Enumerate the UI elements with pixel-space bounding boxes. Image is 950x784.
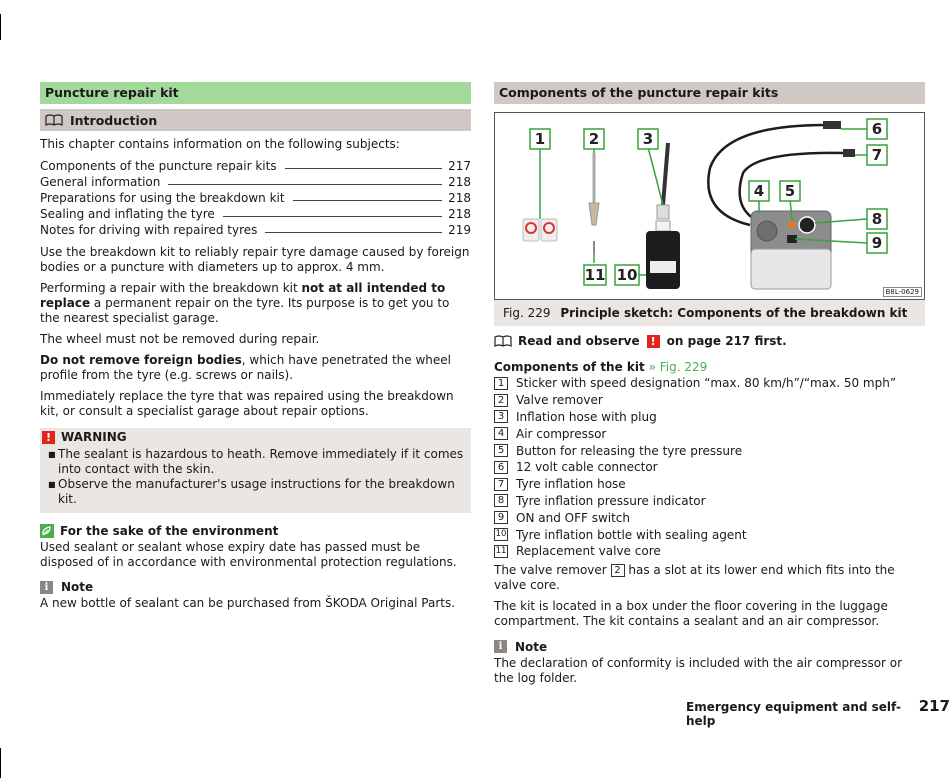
component-text: ON and OFF switch	[516, 510, 630, 525]
figure-label: 7	[871, 146, 883, 164]
note-heading	[494, 640, 925, 654]
intro-line: This chapter contains information on the following subjects:	[40, 137, 400, 151]
figure-label: 11	[584, 266, 606, 284]
component-text: Tyre inflation hose	[516, 477, 626, 492]
read-page-ref: on page 217 first.	[666, 334, 787, 348]
text-fragment: , which have penetrated the wheel profile from the tyre (e.g. screws or nails).	[40, 353, 451, 382]
toc-title: Notes for driving with repaired tyres	[40, 223, 258, 237]
warning-title: WARNING	[61, 430, 127, 444]
warning-icon: !	[42, 431, 55, 444]
bottle-label-shape	[650, 261, 676, 273]
hose-end-shape	[843, 149, 855, 157]
left-column	[40, 82, 471, 611]
page-number: 217	[918, 697, 950, 715]
toc-title: General information	[40, 175, 161, 189]
release-button-shape	[788, 221, 796, 229]
list-item	[494, 543, 925, 560]
toc-row[interactable]	[40, 189, 471, 205]
footer-chapter-title: Emergency equipment and self-help	[686, 700, 902, 728]
figure-code: B8L-0629	[883, 287, 922, 297]
warning-heading	[40, 428, 471, 444]
toc-leader	[265, 232, 442, 233]
toc-row[interactable]	[40, 205, 471, 221]
emphasis-text: not at all intended to replace	[40, 281, 446, 310]
cable-connector-shape	[823, 121, 841, 129]
list-item	[494, 409, 925, 426]
list-item	[494, 425, 925, 442]
section-title-components: Components of the puncture repair kits	[494, 82, 925, 104]
right-column	[494, 82, 925, 686]
intro-heading: Introduction	[70, 112, 158, 128]
toc-page: 218	[448, 175, 471, 189]
component-number: 6	[494, 461, 508, 474]
toc-leader	[223, 216, 442, 217]
intro-heading-bar	[40, 109, 471, 131]
paragraph-foreign-bodies	[40, 353, 471, 383]
crop-mark-top	[0, 14, 1, 40]
paragraph-valve-remover	[494, 563, 925, 593]
figure-label: 2	[588, 130, 600, 148]
power-cable-shape	[708, 125, 825, 225]
text-fragment: a permanent repair on the tyre. Its purpose is to get you to the nearest specialist garage.	[40, 296, 450, 325]
toc-page: 218	[448, 191, 471, 205]
list-item	[494, 392, 925, 409]
list-item	[494, 526, 925, 543]
paragraph-repair-purpose	[40, 281, 471, 326]
component-number: 11	[495, 545, 507, 556]
compressor-label-shape	[751, 249, 831, 289]
environment-heading	[40, 524, 471, 538]
figure-label: 10	[616, 266, 638, 284]
environment-text: Used sealant or sealant whose expiry date has passed must be disposed of in accordance with environmental protection regulations.	[40, 540, 457, 569]
section-title-puncture-kit: Puncture repair kit	[40, 82, 471, 104]
toc-title: Preparations for using the breakdown kit	[40, 191, 285, 205]
emphasis-text: Do not remove foreign bodies	[40, 353, 242, 367]
page-footer	[686, 697, 950, 728]
components-heading	[494, 360, 925, 374]
toc-row[interactable]	[40, 221, 471, 237]
valve-remover-tip	[589, 203, 599, 225]
component-text: Sticker with speed designation “max. 80 km/h”/“max. 50 mph”	[516, 376, 897, 391]
toc-title: Sealing and inflating the tyre	[40, 207, 215, 221]
paragraph-wheel-not-removed: The wheel must not be removed during repair.	[40, 332, 320, 346]
sealant-bottle-shape	[646, 231, 680, 289]
figure-label: 5	[784, 182, 796, 200]
component-text: Valve remover	[516, 393, 603, 408]
note-text: The declaration of conformity is included with the air compressor or the log folder.	[494, 655, 903, 685]
toc-leader	[168, 184, 442, 185]
bottle-cap-shape	[656, 221, 670, 231]
list-item	[494, 493, 925, 510]
table-of-contents	[40, 157, 471, 237]
list-item	[494, 459, 925, 476]
caption-number: Fig. 229	[503, 306, 551, 320]
read-and-observe	[494, 334, 925, 348]
paragraph-kit-location: The kit is located in a box under the floor covering in the luggage compartment. The kit contains a sealant and an air compressor.	[494, 598, 888, 628]
component-number: 9	[494, 511, 508, 524]
figure-label: 3	[642, 130, 654, 148]
warning-list	[40, 447, 471, 507]
note-title: Note	[61, 580, 94, 594]
figure-label: 9	[871, 234, 883, 252]
component-text: Air compressor	[516, 426, 607, 441]
toc-leader	[293, 200, 443, 201]
component-number: 3	[494, 410, 508, 423]
figure-label: 1	[534, 130, 546, 148]
component-text: Tyre inflation pressure indicator	[516, 493, 706, 508]
info-icon: i	[40, 581, 53, 594]
figure-labels	[530, 119, 887, 285]
component-number: 4	[494, 427, 508, 440]
info-icon: i	[494, 640, 507, 653]
list-item	[494, 375, 925, 392]
list-item	[494, 509, 925, 526]
component-number: 2	[494, 394, 508, 407]
component-text: Inflation hose with plug	[516, 409, 657, 424]
caption-title: Principle sketch: Components of the breakdown kit	[560, 306, 908, 320]
toc-row[interactable]	[40, 157, 471, 173]
component-text: 12 volt cable connector	[516, 460, 658, 475]
toc-page: 219	[448, 223, 471, 237]
toc-page: 217	[448, 159, 471, 173]
environment-title: For the sake of the environment	[60, 524, 279, 538]
component-text: Tyre inflation bottle with sealing agent	[516, 527, 747, 542]
figure-label: 8	[871, 210, 883, 228]
note-heading	[40, 580, 471, 594]
book-icon	[45, 114, 63, 126]
warning-icon[interactable]: !	[647, 335, 660, 348]
component-text: Replacement valve core	[516, 544, 661, 559]
text-fragment: Performing a repair with the breakdown kit	[40, 281, 302, 295]
figure-breakdown-kit	[494, 112, 925, 300]
component-number: 2	[611, 564, 625, 577]
toc-title: Components of the puncture repair kits	[40, 159, 277, 173]
toc-row[interactable]	[40, 173, 471, 189]
paragraph-replace-tyre: Immediately replace the tyre that was repaired using the breakdown kit, or consult a specialist garage about repair options.	[40, 389, 454, 418]
pressure-gauge-shape	[799, 217, 815, 233]
note-text: A new bottle of sealant can be purchased from ŠKODA Original Parts.	[40, 596, 456, 610]
read-text: Read and observe	[518, 334, 640, 348]
environment-icon	[40, 524, 54, 538]
breakdown-kit-sketch	[495, 113, 924, 299]
book-icon	[494, 335, 512, 347]
hose-plug-shape	[657, 205, 669, 219]
component-number: 8	[494, 494, 508, 507]
component-number: 10	[495, 529, 507, 540]
component-text: Button for releasing the tyre pressure	[516, 443, 743, 458]
compressor-fan-shape	[757, 221, 777, 241]
warning-box	[40, 428, 471, 513]
component-number: 5	[494, 444, 508, 457]
components-list	[494, 375, 925, 560]
text-fragment: has a slot at its lower end which fits into the valve core.	[494, 562, 895, 592]
crop-mark-bottom	[0, 748, 1, 778]
text-fragment: The valve remover	[494, 562, 607, 577]
component-number: 7	[494, 478, 508, 491]
figure-label: 4	[753, 182, 765, 200]
figure-caption	[494, 300, 925, 326]
warning-item: ■ Observe the manufacturer's usage instructions for the breakdown kit.	[48, 477, 471, 507]
figure-reference-link[interactable]: » Fig. 229	[648, 360, 708, 374]
note-title: Note	[515, 639, 548, 654]
inflation-hose-shape	[663, 143, 668, 205]
components-heading-text: Components of the kit	[494, 360, 645, 374]
list-item	[494, 442, 925, 459]
list-item	[494, 476, 925, 493]
figure-label: 6	[871, 120, 883, 138]
component-number: 1	[494, 377, 508, 390]
warning-item: ■ The sealant is hazardous to heath. Remove immediately if it comes into contact with the skin.	[48, 447, 471, 477]
toc-page: 218	[448, 207, 471, 221]
paragraph-breakdown-kit-use: Use the breakdown kit to reliably repair tyre damage caused by foreign bodies or a puncture with diameters up to approx. 4 mm.	[40, 245, 470, 274]
toc-leader	[285, 168, 443, 169]
